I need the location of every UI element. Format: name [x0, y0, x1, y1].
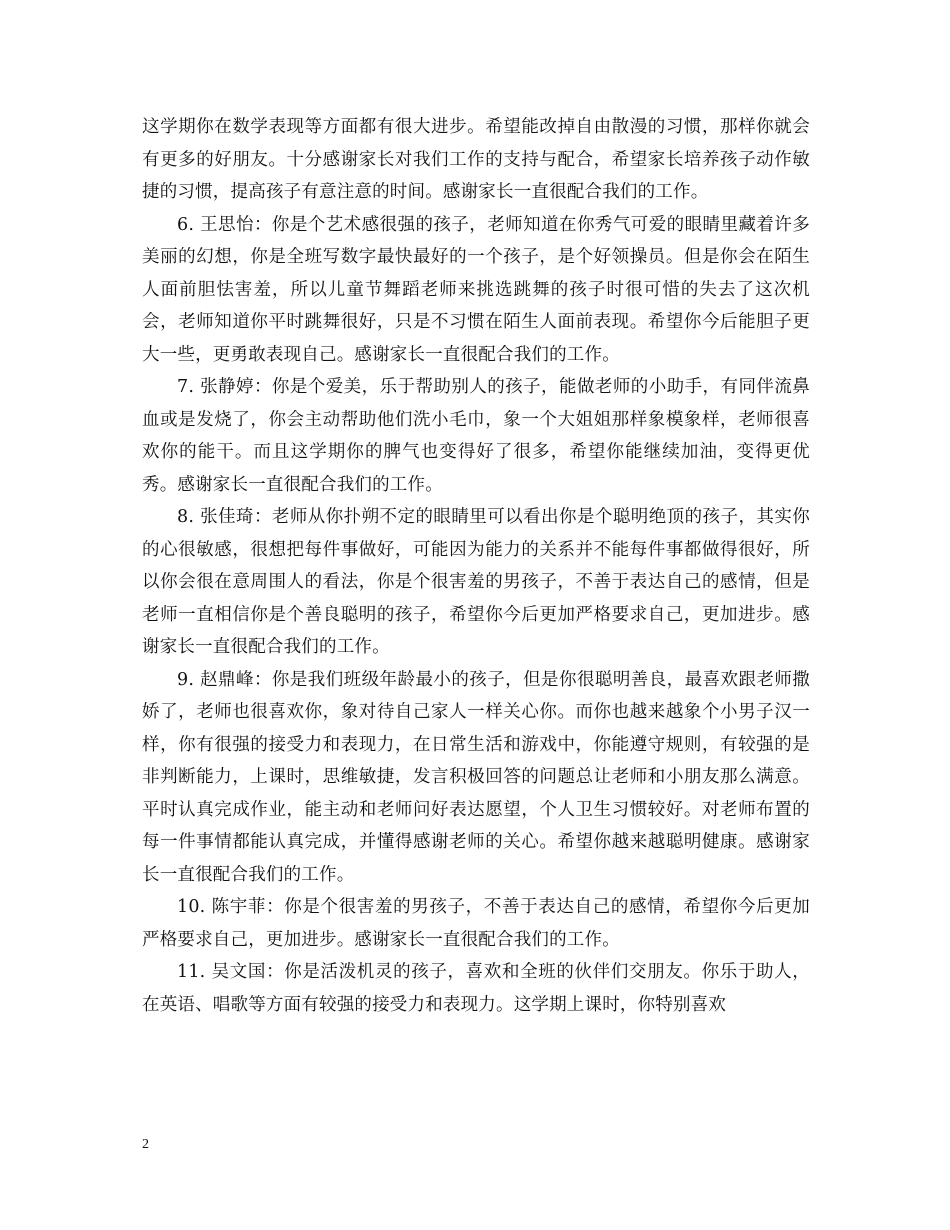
page-number: 2: [142, 1137, 149, 1152]
paragraph-item-8: 8. 张佳琦：老师从你扑朔不定的眼睛里可以看出你是个聪明绝顶的孩子，其实你的心很敏感，很想把每件事做好，可能因为能力的关系并不能每件事都做得很好，所以你会很在意周围人的看法，你是个很害羞的男孩子，不善于表达自己的感情，但是老师一直相信你是个善良聪明的孩子，希望你今后更加严格要求自己，更加进步。感谢家长一直很配合我们的工作。: [142, 507, 810, 657]
paragraph-item-9: 9. 赵鼎峰：你是我们班级年龄最小的孩子，但是你很聪明善良，最喜欢跟老师撒娇了，老师也很喜欢你，象对待自己家人一样关心你。而你也越来越象个小男子汉一样，你有很强的接受力和表现力，在日常生活和游戏中，你能遵守规则，有较强的是非判断能力，上课时，思维敏捷，发言积极回答的问题总让老师和小朋友那么满意。平时认真完成作业，能主动和老师问好表达愿望，个人卫生习惯较好。对老师布置的每一件事情都能认真完成，并懂得感谢老师的关心。希望你越来越聪明健康。感谢家长一直很配合我们的工作。: [142, 669, 810, 885]
paragraph-item-10: 10. 陈宇菲：你是个很害羞的男孩子，不善于表达自己的感情，希望你今后更加严格要求自己，更加进步。感谢家长一直很配合我们的工作。: [142, 897, 810, 950]
paragraph-continuation: 这学期你在数学表现等方面都有很大进步。希望能改掉自由散漫的习惯，那样你就会有更多的好朋友。十分感谢家长对我们工作的支持与配合，希望家长培养孩子动作敏捷的习惯，提高孩子有意注意的时间。感谢家长一直很配合我们的工作。: [142, 117, 810, 202]
paragraph-item-7: 7. 张静婷：你是个爱美，乐于帮助别人的孩子，能做老师的小助手，有同伴流鼻血或是发烧了，你会主动帮助他们洗小毛巾，象一个大姐姐那样象模象样，老师很喜欢你的能干。而且这学期你的脾气也变得好了很多，希望你能继续加油，变得更优秀。感谢家长一直很配合我们的工作。: [142, 377, 810, 495]
document-body: [142, 111, 810, 1021]
paragraph-item-6: 6. 王思怡：你是个艺术感很强的孩子，老师知道在你秀气可爱的眼睛里藏着许多美丽的幻想，你是全班写数字最快最好的一个孩子，是个好领操员。但是你会在陌生人面前胆怯害羞，所以儿童节舞蹈老师来挑选跳舞的孩子时很可惜的失去了这次机会，老师知道你平时跳舞很好，只是不习惯在陌生人面前表现。希望你今后能胆子更大一些，更勇敢表现自己。感谢家长一直很配合我们的工作。: [142, 214, 810, 365]
paragraph-item-11: 11. 吴文国：你是活泼机灵的孩子，喜欢和全班的伙伴们交朋友。你乐于助人，在英语、唱歌等方面有较强的接受力和表现力。这学期上课时，你特别喜欢: [142, 962, 810, 1015]
